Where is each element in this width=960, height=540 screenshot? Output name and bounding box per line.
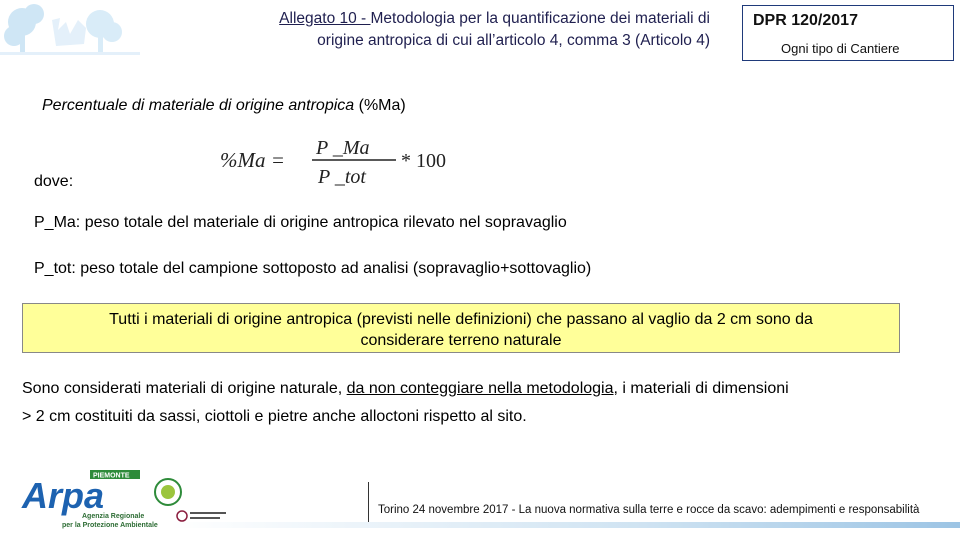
formula-denominator: P _tot <box>318 166 366 188</box>
dpr-box <box>742 5 954 61</box>
arpa-name: Arpa <box>22 475 105 516</box>
formula <box>218 134 468 188</box>
highlight-note <box>22 303 900 353</box>
formula-multiplier: * 100 <box>401 150 446 172</box>
definition-p-tot: P_tot: peso totale del campione sottoposto ad analisi (sopravaglio+sottovaglio) <box>34 260 592 277</box>
paragraph-part1: Sono considerati materiali di origine naturale, <box>22 380 347 397</box>
arpa-tagline1: Agenzia Regionale <box>82 513 145 520</box>
dpr-subtitle: Ogni tipo di Cantiere <box>781 41 900 56</box>
paragraph-underlined: da non conteggiare nella metodologia <box>346 380 614 397</box>
percentage-label-symbol: (%Ma) <box>358 97 406 114</box>
arpa-tagline2: per la Protezione Ambientale <box>62 522 158 529</box>
title-prefix: Allegato 10 - <box>279 10 371 27</box>
title-line2: origine antropica di cui all’articolo 4, comma 3 (Articolo 4) <box>317 32 710 49</box>
arpa-logo <box>22 470 158 530</box>
footer-divider <box>368 482 369 522</box>
footer-text: Torino 24 novembre 2017 - La nuova normativa sulla terre e rocce da scavo: adempimenti e responsabilità <box>378 504 920 516</box>
paragraph-part2: , i materiali di dimensioni <box>613 380 789 397</box>
formula-numerator: P _Ma <box>316 137 370 159</box>
dove-label: dove: <box>34 173 74 190</box>
dpr-title: DPR 120/2017 <box>753 12 858 29</box>
formula-lhs: %Ma = <box>220 148 285 172</box>
percentage-label-italic: Percentuale di materiale di origine antropica <box>42 97 359 114</box>
certification-logo <box>152 472 232 528</box>
arpa-region: PIEMONTE <box>93 472 130 480</box>
title-line1: Metodologia per la quantificazione dei materiali di <box>370 10 710 27</box>
definition-p-ma: P_Ma: peso totale del materiale di origine antropica rilevato nel sopravaglio <box>34 214 567 231</box>
slide-title <box>140 8 710 52</box>
footer-band <box>170 522 960 528</box>
tree-decoration-logo <box>0 0 140 60</box>
paragraph-line2: > 2 cm costituiti da sassi, ciottoli e pietre anche alloctoni rispetto al sito. <box>22 408 527 425</box>
note-line1: Tutti i materiali di origine antropica (previsti nelle definizioni) che passano al vaglio da 2 cm sono da <box>109 311 813 328</box>
percentage-label <box>42 97 406 115</box>
natural-materials-paragraph <box>22 375 922 431</box>
note-line2: considerare terreno naturale <box>360 332 562 349</box>
